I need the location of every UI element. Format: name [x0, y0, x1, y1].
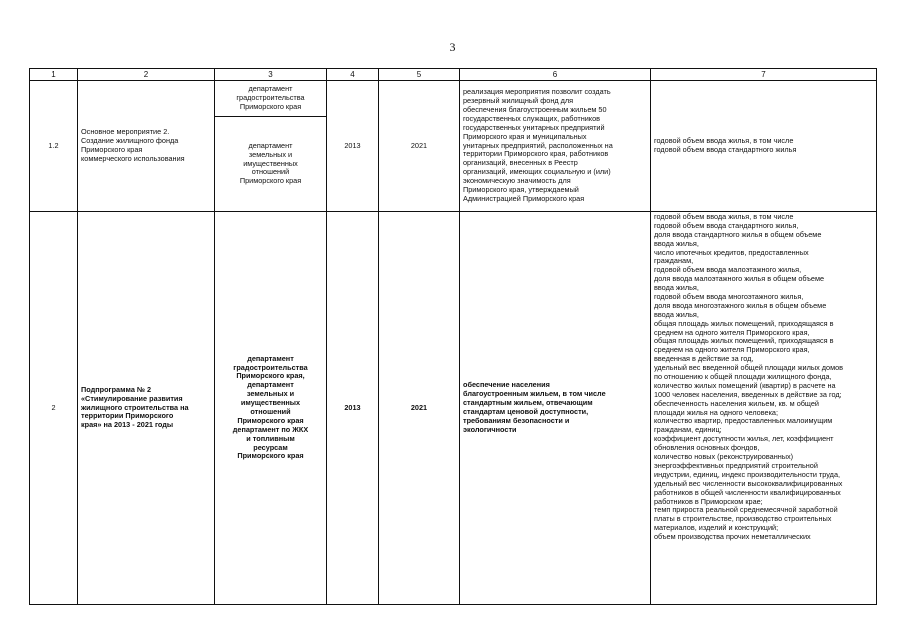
- row-number: 1.2: [30, 81, 78, 212]
- program-table: [29, 68, 877, 605]
- header-cell: 2: [78, 69, 215, 81]
- header-cell: 1: [30, 69, 78, 81]
- header-cell: 4: [327, 69, 379, 81]
- header-cell: 3: [215, 69, 327, 81]
- responsible-department: департамент градостроительства Приморского края: [215, 81, 327, 117]
- end-year: 2021: [379, 212, 460, 605]
- header-row: [30, 69, 877, 81]
- row-number: 2: [30, 212, 78, 605]
- header-cell: 5: [379, 69, 460, 81]
- table-row: [30, 81, 877, 117]
- indicators: годовой объем ввода жилья, в том числе годовой объем ввода стандартного жилья: [651, 81, 877, 212]
- page-number: 3: [449, 40, 456, 54]
- header-cell: 7: [651, 69, 877, 81]
- end-year: 2021: [379, 81, 460, 212]
- start-year: 2013: [327, 212, 379, 605]
- indicators: годовой объем ввода жилья, в том числе годовой объем ввода стандартного жилья, доля ввода стандартного жилья в общем объеме ввода жилья, число ипотечных кредитов, предоставленных гражданам, годовой объем ввода малоэтажного жилья, доля ввода малоэтажного жилья в общем объеме ввода жилья, годовой объем ввода многоэтажного жилья, доля ввода многоэтажного жилья в общем объеме ввода жилья, общая площадь жилых помещений, приходящаяся в среднем на одного жителя Приморского края, общая площадь жилых помещений, приходящаяся в среднем на одного жителя Приморского края, введенная в действие за год, удельный вес введенной общей площади жилых домов по отношению к общей площади жилищного фонда, количество жилых помещений (квартир) в расчете на 1000 человек населения, введенных в действие за год; обеспеченность населения жильем, кв. м общей площади жилья на одного человека; количество квартир, предоставленных малоимущим гражданам, единиц; коэффициент доступности жилья, лет, коэффициент обновления основных фондов, количество новых (реконструированных) энергоэффективных предприятий строительной индустрии, единиц, индекс производительности труда, удельный вес численности высококвалифицированных работников в общей численности квалифицированных работников в Приморском крае; темп прироста реальной среднемесячной заработной платы в строительстве, производство строительных материалов, изделий и конструкций; объем производства прочих неметаллических: [651, 212, 877, 605]
- co-responsible-department: департамент земельных и имущественных отношений Приморского края: [215, 117, 327, 212]
- measure-name: Основное мероприятие 2. Создание жилищного фонда Приморского края коммерческого использования: [78, 81, 215, 212]
- expected-result: обеспечение населения благоустроенным жильем, в том числе стандартным жильем, отвечающим стандартам ценовой доступности, требованиям безопасности и экологичности: [460, 212, 651, 605]
- expected-result: реализация мероприятия позволит создать резервный жилищный фонд для обеспечения благоустроенным жильем 50 государственных служащих, работников государственных унитарных предприятий Приморского края и муниципальных унитарных предприятий, расположенных на территории Приморского края, работников организаций, внесенных в Реестр организаций, имеющих социальную и (или) экономическую значимость для Приморского края, утверждаемый Администрацией Приморского края: [460, 81, 651, 212]
- responsible-department: департамент градостроительства Приморского края, департамент земельных и имущественных отношений Приморского края департамент по ЖКХ и топливным ресурсам Приморского края: [215, 212, 327, 605]
- header-cell: 6: [460, 69, 651, 81]
- table-row: [30, 212, 877, 605]
- subprogram-name: Подпрограмма № 2 «Стимулирование развития жилищного строительства на территории Приморского края» на 2013 - 2021 годы: [78, 212, 215, 605]
- start-year: 2013: [327, 81, 379, 212]
